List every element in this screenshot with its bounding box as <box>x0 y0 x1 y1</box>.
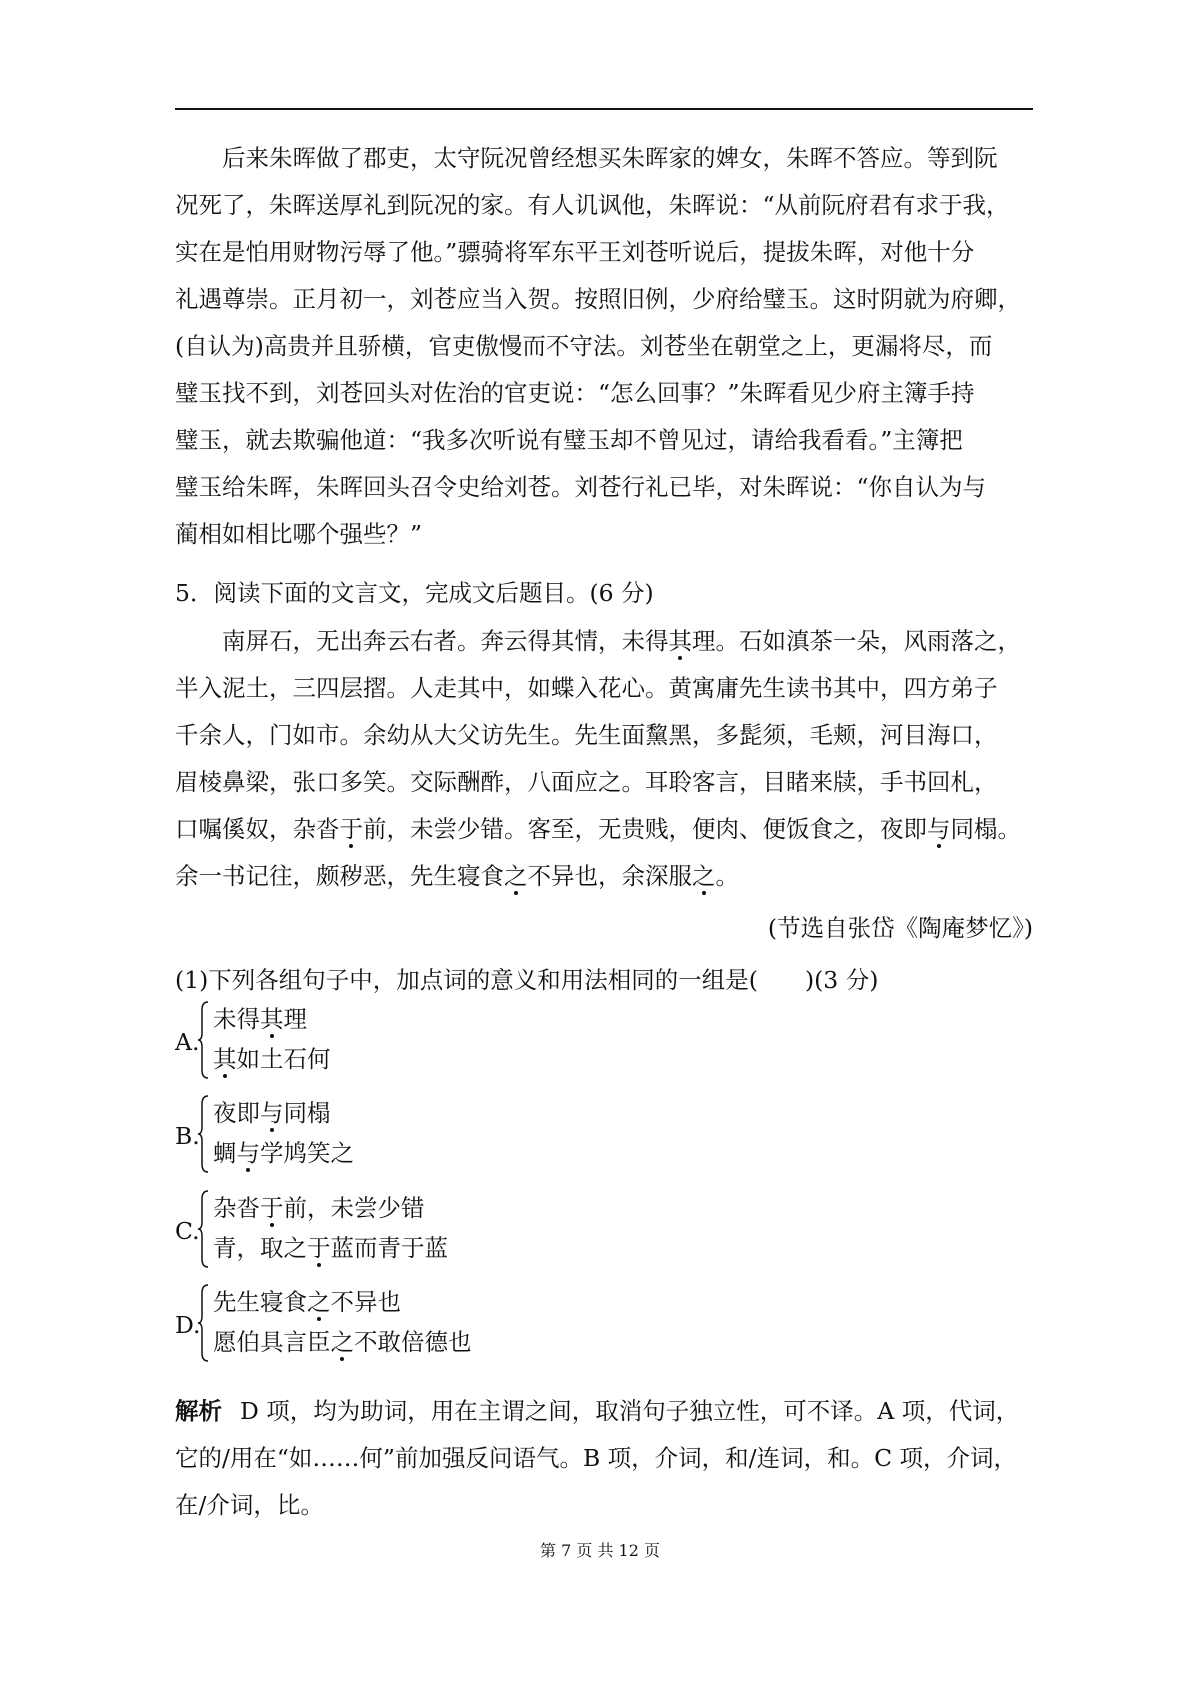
brace-icon <box>197 1283 209 1363</box>
dotted-word: 其 <box>668 627 692 655</box>
passage-line-1 <box>175 618 1033 665</box>
analysis-label: 解析 <box>175 1397 222 1425</box>
dotted-word: 于 <box>307 1234 331 1262</box>
option-text: 不敢倍德也 <box>354 1328 472 1356</box>
question-prompt: (1)下列各组句子中，加点词的意义和用法相同的一组是( )(3 分) <box>175 966 879 994</box>
option-text: 同榻 <box>283 1099 331 1127</box>
passage-text: 南屏石，无出奔云右者。奔云得其情，未得 <box>222 627 669 655</box>
option-text: 蜩 <box>213 1139 237 1167</box>
translation-line-1: 后来朱晖做了郡吏，太守阮况曾经想买朱晖家的婢女，朱晖不答应。等到阮 <box>222 144 998 172</box>
option-letter: C. <box>175 1217 200 1245</box>
passage-text: 前，未尝少错。客至，无贵贱，便肉、便饭食之，夜即 <box>363 815 927 843</box>
dotted-word: 与 <box>236 1139 260 1167</box>
translation-line-8: 璧玉给朱晖，朱晖回头召令史给刘苍。刘苍行礼已毕，对朱晖说：“你自认为与 <box>175 473 987 501</box>
dotted-word: 之 <box>504 862 528 890</box>
dotted-word: 与 <box>927 815 951 843</box>
page-footer: 第 7 页 共 12 页 <box>540 1541 660 1560</box>
brace-icon <box>197 1094 209 1174</box>
passage-text: 余一书记往，颇秽恶，先生寝食 <box>175 862 504 890</box>
analysis-line-3: 在/介词，比。 <box>175 1491 324 1519</box>
option-text: 杂沓 <box>213 1194 260 1222</box>
dotted-word: 其 <box>260 1005 284 1033</box>
dotted-word: 与 <box>260 1099 284 1127</box>
option-line-2 <box>213 1136 354 1170</box>
option-line-2 <box>213 1042 331 1076</box>
classical-passage <box>175 618 1033 900</box>
option-line-1 <box>213 1285 401 1319</box>
translation-paragraph <box>175 135 1033 558</box>
option-text: 夜即 <box>213 1099 260 1127</box>
option-text: 愿伯具言臣 <box>213 1328 331 1356</box>
option-text: 未得 <box>213 1005 260 1033</box>
passage-text: 不异也，余深服 <box>527 862 692 890</box>
option-letter: B. <box>175 1122 200 1150</box>
passage-text: 理。石如滇茶一朵，风雨落之， <box>692 627 1021 655</box>
dotted-word: 之 <box>330 1328 354 1356</box>
dotted-word: 之 <box>307 1288 331 1316</box>
passage-line-3: 千余人，门如市。余幼从大父访先生。先生面黧黑，多髭须，毛颊，河目海口， <box>175 721 998 749</box>
brace-icon <box>197 1189 209 1269</box>
option-line-1 <box>213 1096 331 1130</box>
translation-line-5: (自认为)高贵并且骄横，官吏傲慢而不守法。刘苍坐在朝堂之上，更漏将尽，而 <box>175 332 993 360</box>
option-line-1 <box>213 1002 307 1036</box>
passage-line-4: 眉棱鼻梁，张口多笑。交际酬酢，八面应之。耳聆客言，目睹来牍，手书回札， <box>175 768 998 796</box>
analysis-line-1 <box>175 1388 1033 1435</box>
passage-line-2: 半入泥土，三四层摺。人走其中，如蝶入花心。黄寓庸先生读书其中，四方弟子 <box>175 674 998 702</box>
option-letter: A. <box>175 1028 200 1056</box>
passage-line-6 <box>175 853 1033 900</box>
option-text: 青，取之 <box>213 1234 307 1262</box>
option-text: 蓝而青于蓝 <box>330 1234 448 1262</box>
passage-text: 同榻。 <box>950 815 1021 843</box>
translation-line-2: 况死了，朱晖送厚礼到阮况的家。有人讥讽他，朱晖说：“从前阮府君有求于我， <box>175 191 1010 219</box>
dotted-word: 之 <box>692 862 716 890</box>
option-line-2 <box>213 1231 448 1265</box>
option-line-1 <box>213 1191 425 1225</box>
brace-icon <box>197 1000 209 1080</box>
header-rule <box>175 108 1033 110</box>
option-text: 理 <box>283 1005 307 1033</box>
analysis-line-2: 它的/用在“如……何”前加强反问语气。B 项，介词，和/连词，和。C 项，介词， <box>175 1444 1018 1472</box>
dotted-word: 于 <box>260 1194 284 1222</box>
translation-line-3: 实在是怕用财物污辱了他。”骠骑将军东平王刘苍听说后，提拔朱晖，对他十分 <box>175 238 975 266</box>
translation-line-4: 礼遇尊崇。正月初一，刘苍应当入贺。按照旧例，少府给璧玉。这时阴就为府卿， <box>175 285 1021 313</box>
analysis-text: D 项，均为助词，用在主谓之间，取消句子独立性，可不译。A 项，代词， <box>240 1397 1020 1425</box>
option-text: 前，未尝少错 <box>283 1194 425 1222</box>
passage-line-5 <box>175 806 1033 853</box>
option-text: 学鸠笑之 <box>260 1139 354 1167</box>
option-line-2 <box>213 1325 472 1359</box>
question-5-heading: 5．阅读下面的文言文，完成文后题目。(6 分) <box>175 579 654 607</box>
dotted-word: 其 <box>213 1045 237 1073</box>
passage-source: (节选自张岱《陶庵梦忆》) <box>767 914 1033 942</box>
translation-line-9: 蔺相如相比哪个强些？” <box>175 520 423 548</box>
option-letter: D. <box>175 1311 201 1339</box>
dotted-word: 于 <box>339 815 363 843</box>
translation-line-6: 璧玉找不到，刘苍回头对佐治的官吏说：“怎么回事？”朱晖看见少府主簿手持 <box>175 379 975 407</box>
translation-line-7: 璧玉，就去欺骗他道：“我多次听说有璧玉却不曾见过，请给我看看。”主簿把 <box>175 426 963 454</box>
passage-text: 口嘱傒奴，杂沓 <box>175 815 340 843</box>
option-text: 如土石何 <box>236 1045 331 1073</box>
option-text: 先生寝食 <box>213 1288 307 1316</box>
analysis-section <box>175 1388 1033 1529</box>
option-text: 不异也 <box>330 1288 401 1316</box>
passage-text: 。 <box>715 862 739 890</box>
